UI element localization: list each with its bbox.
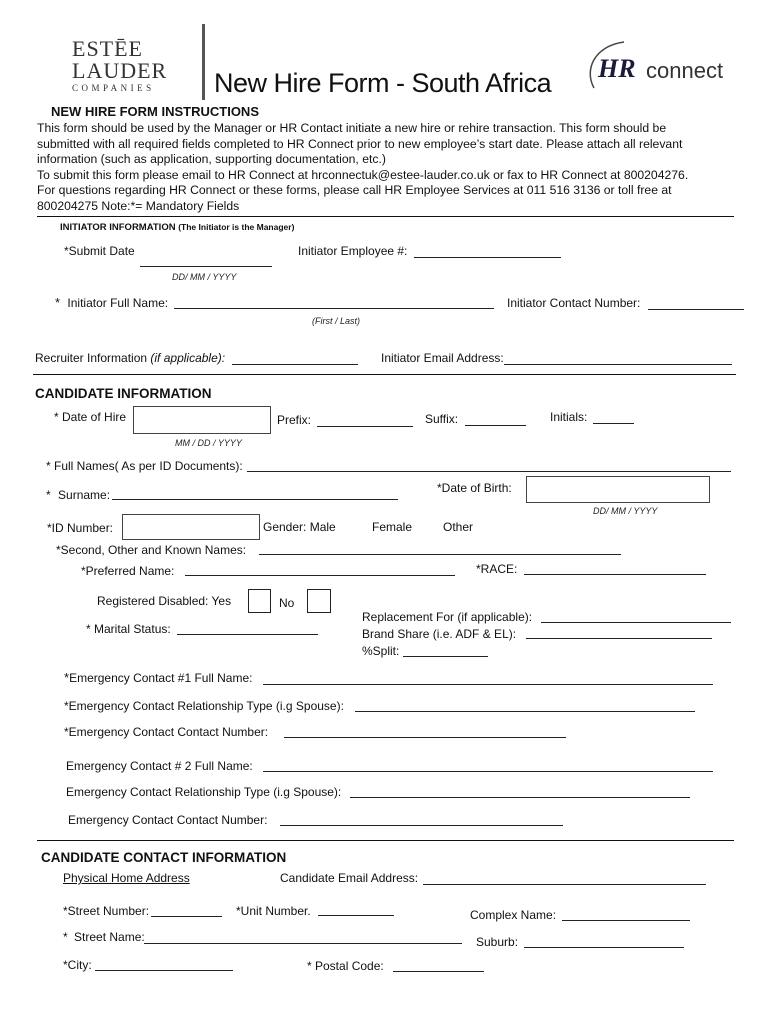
header-divider [202, 24, 205, 100]
instructions-line: submitted with all required fields completed to HR Connect prior to new employee’s start date. Please attach all relevant [37, 136, 683, 151]
street-name-field[interactable] [144, 943, 462, 944]
dob-field[interactable] [526, 476, 710, 503]
submit-date-field[interactable] [140, 266, 272, 267]
registered-disabled-no-label: No [279, 596, 295, 610]
suburb-field[interactable] [524, 947, 684, 948]
initiator-heading [60, 222, 294, 233]
ec1-name-label: Emergency Contact #1 Full Name: [69, 671, 253, 685]
ec1-relationship-label: Emergency Contact Relationship Type (i.g Spouse): [68, 699, 344, 713]
required-star: * [64, 699, 69, 713]
ec1-rel-row [64, 699, 344, 713]
initiator-employee-label: Initiator Employee #: [298, 244, 408, 258]
date-of-hire-label: * Date of Hire [54, 410, 127, 424]
race-field[interactable] [524, 574, 706, 575]
required-star: * [46, 488, 51, 502]
physical-address-label: Physical Home Address [63, 871, 190, 885]
hr-logo-rest: connect [646, 58, 724, 83]
race-label: *RACE: [476, 562, 518, 576]
instructions-line: To submit this form please email to HR Connect at hrconnectuk@estee-lauder.co.uk or fax to HR Connect at 800204276. [37, 167, 689, 182]
initiator-divider [33, 374, 736, 375]
brand-share-label: Brand Share (i.e. ADF & EL): [362, 627, 517, 641]
instructions-divider [37, 216, 734, 217]
ec2-relationship-field[interactable] [350, 797, 690, 798]
suburb-label: Suburb: [476, 935, 519, 949]
marital-status-field[interactable] [177, 634, 318, 635]
initiator-heading-text: INITIATOR INFORMATION [60, 222, 176, 233]
submit-date-label: *Submit Date [64, 244, 135, 258]
city-label: *City: [63, 958, 92, 972]
dob-label: *Date of Birth: [437, 481, 512, 495]
ec2-relationship-label: Emergency Contact Relationship Type (i.g Spouse): [66, 785, 342, 799]
postal-code-field[interactable] [393, 971, 484, 972]
gender-male-option[interactable]: Gender: Male [263, 520, 336, 534]
hire-date-format: MM / DD / YYYY [175, 438, 242, 448]
initiator-contact-number-label: Initiator Contact Number: [507, 296, 641, 310]
required-star: * [64, 670, 70, 685]
id-number-field[interactable] [122, 514, 260, 540]
surname-field[interactable] [112, 499, 398, 500]
instructions-heading: NEW HIRE FORM INSTRUCTIONS [51, 104, 259, 119]
full-name-format: (First / Last) [312, 316, 361, 326]
recruiter-field[interactable] [232, 364, 358, 365]
prefix-label: Prefix: [277, 413, 312, 427]
other-names-field[interactable] [259, 554, 621, 555]
other-names-label: *Second, Other and Known Names: [56, 543, 247, 557]
city-field[interactable] [95, 970, 233, 971]
ec1-name-row [64, 670, 252, 685]
ec2-number-label: Emergency Contact Contact Number: [68, 813, 268, 827]
id-number-label: *ID Number: [47, 521, 114, 535]
disabled-no-checkbox[interactable] [307, 589, 331, 613]
registered-disabled-yes-label: Registered Disabled: Yes [97, 594, 232, 608]
page-title: New Hire Form - South Africa [214, 68, 552, 98]
disabled-yes-checkbox[interactable] [248, 589, 271, 613]
hr-logo-bold: HR [598, 54, 636, 83]
required-star: * [64, 725, 69, 739]
required-star: * [63, 930, 68, 944]
initiator-full-name-label: Initiator Full Name: [67, 296, 169, 310]
prefix-field[interactable] [317, 426, 413, 427]
logo-line-1: ESTĒE [72, 36, 143, 61]
hr-connect-logo [584, 40, 744, 92]
full-names-field[interactable] [247, 471, 731, 472]
dob-format: DD/ MM / YYYY [593, 506, 658, 516]
initiator-heading-note: (The Initiator is the Manager) [178, 222, 295, 232]
required-star: * [55, 295, 61, 310]
gender-female-option[interactable]: Female [372, 520, 413, 534]
complex-name-label: Complex Name: [470, 908, 557, 922]
ec2-number-field[interactable] [280, 825, 563, 826]
recruiter-text: Recruiter Information [35, 351, 148, 365]
initiator-employee-field[interactable] [414, 257, 561, 258]
unit-number-field[interactable] [318, 915, 394, 916]
street-name-label: Street Name: [74, 930, 145, 944]
instructions-line: 800204275 Note:*= Mandatory Fields [37, 198, 240, 213]
replacement-field[interactable] [541, 622, 731, 623]
candidate-email-label: Candidate Email Address: [280, 871, 419, 885]
ec2-name-field[interactable] [263, 771, 713, 772]
unit-number-label: *Unit Number. [236, 904, 311, 918]
candidate-heading: CANDIDATE INFORMATION [35, 386, 212, 401]
candidate-divider [37, 840, 734, 841]
instructions-line: information (such as application, supporting documentation, etc.) [37, 152, 386, 166]
logo-line-3: COMPANIES [72, 83, 155, 93]
split-field[interactable] [403, 656, 488, 657]
initiator-full-name-field[interactable] [174, 308, 494, 309]
ec1-number-field[interactable] [284, 737, 566, 738]
contact-heading: CANDIDATE CONTACT INFORMATION [41, 850, 287, 865]
preferred-name-field[interactable] [185, 575, 455, 576]
ec1-number-label: Emergency Contact Contact Number: [68, 725, 269, 739]
estee-lauder-logo [72, 38, 172, 94]
suffix-field[interactable] [465, 425, 526, 426]
street-number-label: *Street Number: [63, 904, 150, 918]
street-number-field[interactable] [151, 916, 222, 917]
ec2-name-label: Emergency Contact # 2 Full Name: [66, 759, 253, 773]
date-of-hire-field[interactable] [133, 406, 271, 434]
surname-row [46, 488, 110, 502]
initiator-email-field[interactable] [504, 364, 732, 365]
gender-other-option[interactable]: Other [443, 520, 474, 534]
complex-name-field[interactable] [562, 920, 690, 921]
brand-share-field[interactable] [526, 638, 712, 639]
submit-date-format: DD/ MM / YYYY [172, 272, 237, 282]
ec1-name-field[interactable] [263, 684, 713, 685]
initials-label: Initials: [550, 410, 588, 424]
recruiter-note: (if applicable): [150, 351, 226, 365]
initiator-contact-number-field[interactable] [648, 309, 744, 310]
instructions-line: For questions regarding HR Connect or these forms, please call HR Employee Services at 011 516 3136 or toll free at [37, 183, 672, 197]
suffix-label: Suffix: [425, 412, 459, 426]
initials-field[interactable] [593, 423, 634, 424]
split-label: %Split: [362, 644, 400, 658]
candidate-email-field[interactable] [423, 884, 706, 885]
ec1-relationship-field[interactable] [355, 711, 695, 712]
marital-status-label: * Marital Status: [86, 622, 171, 636]
preferred-name-label: *Preferred Name: [81, 564, 175, 578]
recruiter-label [35, 351, 225, 365]
street-name-row [63, 930, 145, 944]
replacement-label: Replacement For (if applicable): [362, 610, 533, 624]
instructions-line: This form should be used by the Manager or HR Contact initiate a new hire or rehire transaction. This form should be [37, 121, 667, 135]
postal-code-label: * Postal Code: [307, 959, 384, 973]
full-names-label: * Full Names( As per ID Documents): [46, 459, 243, 473]
ec1-num-row [64, 725, 268, 739]
initiator-email-label: Initiator Email Address: [381, 351, 504, 365]
logo-line-2: LAUDER [72, 58, 168, 83]
surname-label: Surname: [58, 488, 111, 502]
initiator-name-row [55, 295, 168, 310]
